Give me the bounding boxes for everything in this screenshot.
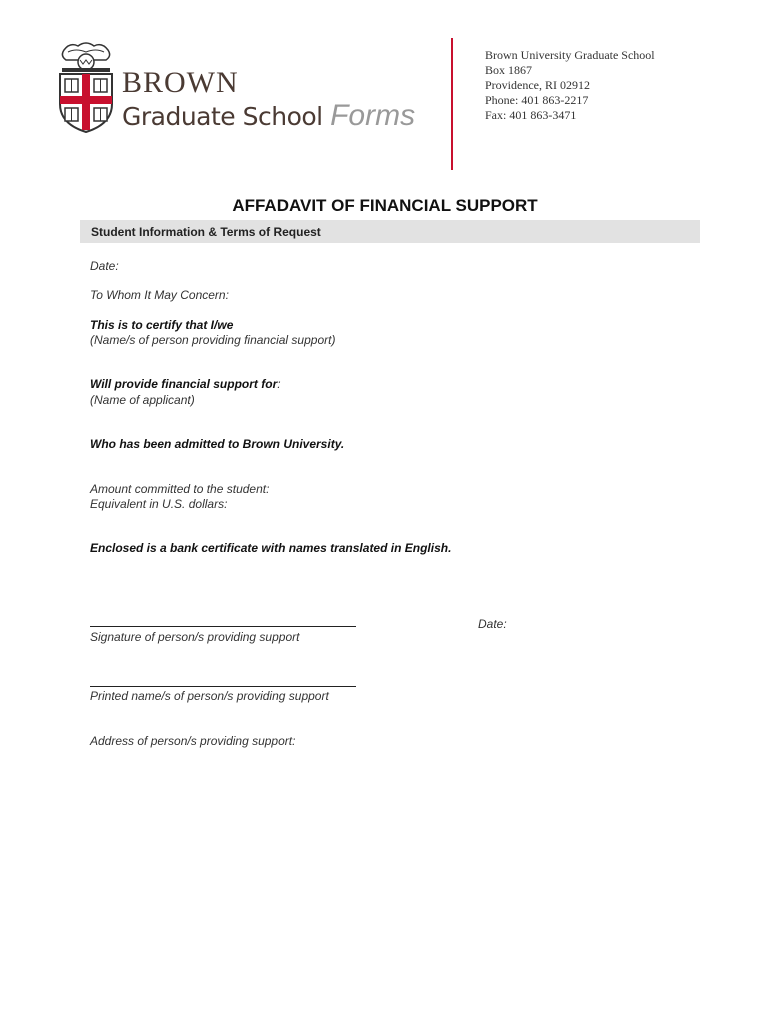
supporter-address-field[interactable]: Address of person/s providing support: [90,734,296,748]
brand-school: Graduate School [122,102,323,131]
address-line: Brown University Graduate School [485,48,655,62]
address-line: Phone: 401 863-2217 [485,93,589,107]
section-header [80,220,700,243]
address-line: Providence, RI 02912 [485,78,590,92]
admitted-statement: Who has been admitted to Brown University. [90,437,345,451]
amount-field[interactable]: Amount committed to the student: [90,482,270,496]
provide-colon: : [277,377,281,391]
brand-name: BROWN [122,66,239,99]
equivalent-field[interactable]: Equivalent in U.S. dollars: [90,497,228,511]
brown-logo [56,40,116,139]
address-line: Box 1867 [485,63,533,77]
signature-line[interactable] [90,626,356,627]
provide-field[interactable] [90,377,281,391]
certify-field[interactable]: This is to certify that I/we [90,318,234,332]
provide-hint: (Name of applicant) [90,393,195,407]
section-title: Student Information & Terms of Request [91,225,321,239]
brand-subtitle [122,99,415,133]
form-title: AFFADAVIT OF FINANCIAL SUPPORT [232,196,538,215]
provide-label: Will provide financial support for [90,377,278,391]
brand-forms: Forms [330,99,416,132]
salutation: To Whom It May Concern: [90,288,229,302]
certify-hint: (Name/s of person providing financial support) [90,333,336,347]
signature-label: Signature of person/s providing support [90,630,300,644]
address-line: Fax: 401 863-3471 [485,108,577,122]
printed-name-label: Printed name/s of person/s providing support [90,689,329,703]
printed-name-line[interactable] [90,686,356,687]
enclosed-statement: Enclosed is a bank certificate with names translated in English. [90,541,452,555]
school-address [485,48,655,123]
header-divider [451,38,453,170]
brown-shield-icon [56,40,116,134]
date-field[interactable]: Date: [90,259,119,273]
signature-date-field[interactable]: Date: [478,617,507,631]
